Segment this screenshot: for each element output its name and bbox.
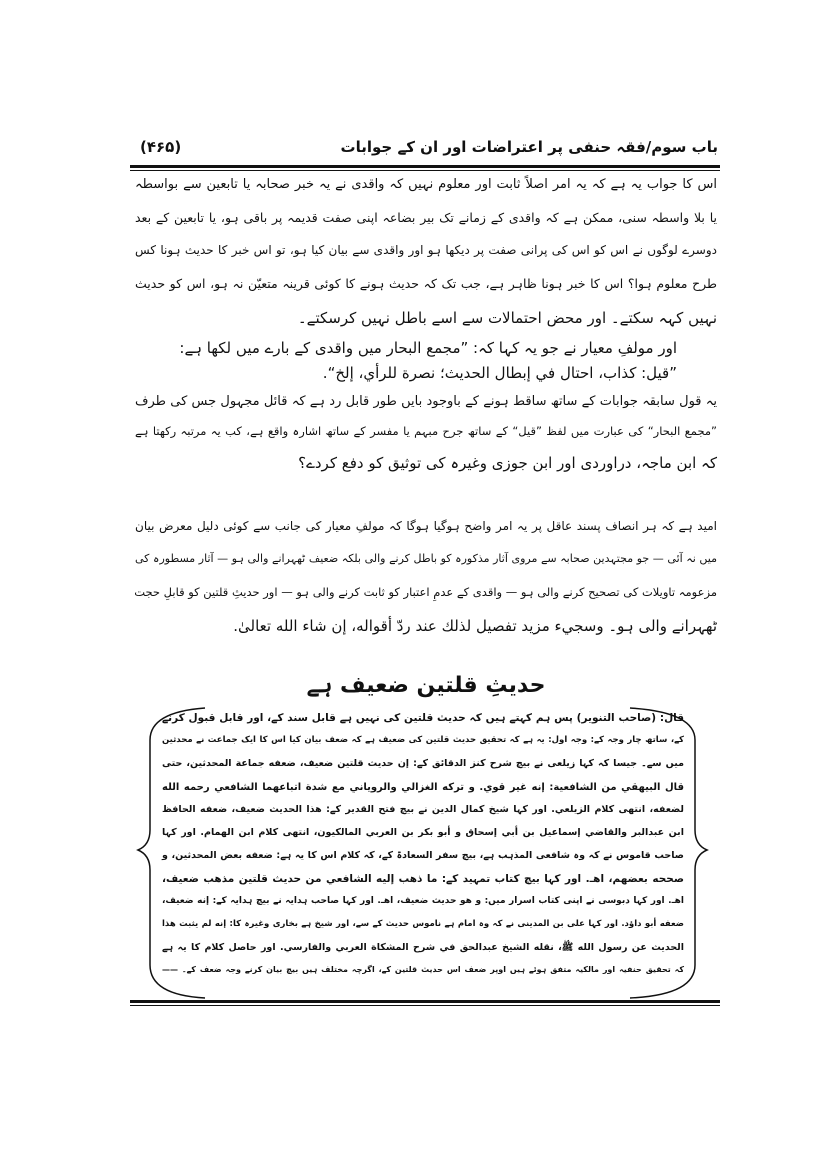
quote-line: قال: (صاحب التنویر) پس ہم کہتے ہیں کہ حدیث قلتین کی نہیں ہے قابل سند کے، اور قابل قبول کرنے <box>162 712 684 724</box>
body-line: امید ہے کہ ہر انصاف پسند عاقل پر یہ امر واضح ہوگیا ہوگا کہ مولفِ معیار کی جانب سے کوئی دلیل معرض بیان <box>135 519 717 533</box>
body-line: نہیں کہہ سکتے۔ اور محض احتمالات سے اسے باطل نہیں کرسکتے۔ <box>297 309 717 327</box>
footer-rule-thin <box>130 1005 720 1006</box>
running-title: باب سوم/فقہ حنفی پر اعتراضات اور ان کے جوابات <box>340 138 718 156</box>
body-line: اور مولفِ معیار نے جو یہ کہا کہ: ”مجمع البحار میں واقدی کے بارے میں لکھا ہے: <box>179 339 677 357</box>
body-line: یہ قول سابقہ جوابات کے ساتھ ساقط ہونے کے باوجود بایں طور قابل رد ہے کہ قائل مجہول جس کی طرف <box>135 394 717 409</box>
quote-line: اهـ. اور کہا دبوسی نے اپنی کتاب اسرار میں: و هو حدیث ضعیف، اهـ. اور کہا صاحب ہدایہ نے بیچ ہدایہ کے: إنه ضعیف، <box>162 896 684 906</box>
body-line: ”مجمع البحار“ کی عبارت میں لفظ ”قیل“ کے ساتھ جرح مبہم یا مفسر کے ساتھ اشارہ واقع ہے، کب یہ مرتبہ رکھتا ہے <box>135 424 717 438</box>
body-line: میں نہ آئی — جو مجتہدین صحابہ سے مروی آثار مذکورہ کو باطل کرنے والی بلکہ ضعیف ٹھہرانے والی ہو — آثار مسطورہ کی <box>135 552 717 565</box>
body-line: ٹھہرانے والی ہو۔ وسجيء مزید تفصیل لذلك عند ردّ أقواله، إن شاء الله تعالیٰ. <box>233 617 717 635</box>
body-line: اس کا جواب یہ ہے کہ یہ امر اصلاً ثابت اور معلوم نہیں کہ واقدی نے یہ خبر صحابہ یا تابعین سے بواسطہ <box>135 177 717 192</box>
quote-line: کے، ساتھ چار وجہ کے: وجہ اول: یہ ہے کہ تحقیق حدیث قلتین کی ضعیف ہے کہ ضعف بیان کیا اس کا ایک جماعت نے محدثین <box>162 735 684 745</box>
footer-rule <box>130 1000 720 1003</box>
quote-line: قال البیهقي من الشافعیة: إنه غیر قوي. و ترکه الغزالي والرویاني مع شدة اتباعهما الشافعي رحمه الله <box>162 782 684 793</box>
quote-line: میں سے۔ جیسا کہ کہا زیلعی نے بیچ شرح کنز الدقائق کے: إن حدیث قلتین ضعیف، ضعفه جماعة المحدثین، حتی <box>162 758 684 769</box>
body-line: یا بلا واسطہ سنی، ممکن ہے کہ واقدی کے زمانے تک بیر بضاعہ اپنی صفت قدیمہ پر باقی ہو، یا تابعین کے بعد <box>135 210 717 225</box>
body-line: طرح معلوم ہوا؟ اس کا خبر ہونا ظاہر ہے، جب تک کہ حدیث ہونے کا کوئی قرینہ متعیّن نہ ہو، اس کو حدیث <box>135 276 717 291</box>
quote-line: لضعفه، انتهی کلام الزیلعي. اور کہا شیخ کمال الدین نے بیچ فتح القدیر کے: هذا الحدیث ضعیف، ضعفه الحافظ <box>162 804 684 815</box>
section-heading: حدیثِ قلتین ضعیف ہے <box>306 673 546 698</box>
page-number: (۴۶۵) <box>140 138 182 156</box>
body-line: کہ ابن ماجہ، دراوردی اور ابن جوزی وغیرہ کی توثیق کو دفع کردے؟ <box>298 454 717 472</box>
body-line: دوسرے لوگوں نے اس کو اس کی پرانی صفت پر دیکھا ہو اور واقدی سے بیان کیا ہو، تو اس خبر کا حدیث ہونا کس <box>135 243 717 257</box>
quote-line: کہ تحقیق حنفیہ اور مالکیہ متفق ہوئے ہیں اوپر ضعف اس حدیث قلتین کے، اگرچہ مختلف ہیں بیچ بیان کرنے وجہ ضعف کے۔ —— <box>162 965 684 974</box>
quote-line: الحدیث عن رسول الله ﷺ، نقله الشیخ عبدالحق في شرح المشکاة العربي والفارسي. اور حاصل کلام کا یہ ہے <box>162 942 684 953</box>
quote-line: ابن عبدالبر والقاضي إسماعیل بن أبي إسحاق و أبو بکر بن العربي المالکیون، انتهی کلام ابن الهمام. اور کہا <box>162 827 684 838</box>
body-line: مزعومہ تاویلات کی تصحیح کرنے والی ہو — واقدی کے عدمِ اعتبار کو ثابت کرنے والی ہو — اور حدیثِ قلتین کو قابلِ حجت <box>134 585 717 599</box>
arabic-quote: ”قیل: کذاب، احتال في إبطال الحدیث؛ نصرة للرأي، إلخ“. <box>322 364 677 382</box>
quote-line: ضعفه أبو داؤد. اور کہا علی بن المدینی نے کہ وہ امام ہے ناموس حدیث کے سے، اور شیخ ہے بخاری وغیرہ کا: إنه لم یثبت هذا <box>162 919 684 929</box>
quote-line: صاحب قاموس نے کہ وہ شافعی المذہب ہے، بیچ سفر السعادۃ کے، کہ کلام اس کا یہ ہے: ضعفه بعض المحدثین، و <box>162 850 684 861</box>
quote-line: صححه بعضهم، اهـ. اور کہا بیچ کتاب تمہید کے: ما ذهب إلیه الشافعي من حدیث قلتین مذهب ضعیف، <box>162 873 684 885</box>
